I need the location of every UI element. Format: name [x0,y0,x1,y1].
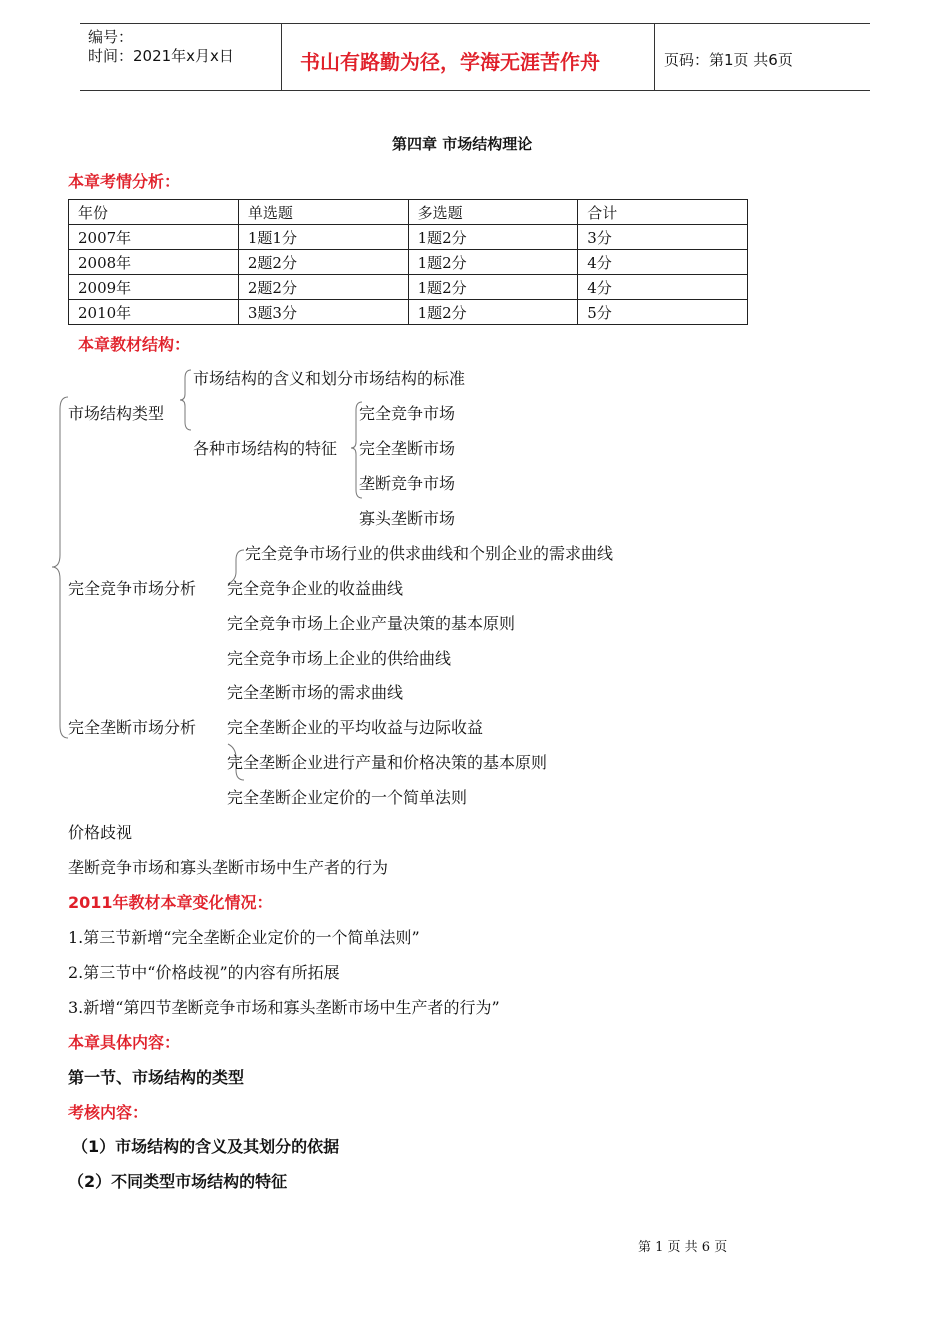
table-header-cell: 年份 [69,200,239,225]
monopoly-item-1: 完全垄断市场的需求曲线 [227,683,404,702]
table-cell: 2007年 [69,225,239,250]
structure-type-label: 市场结构类型 [68,404,165,423]
header-divider-right [654,23,655,90]
header-top-rule [80,23,870,24]
table-row [69,250,748,275]
change-item-3: 3.新增“第四节垄断竞争市场和寡头垄断市场中生产者的行为” [68,998,500,1017]
monopoly-item-2: 完全垄断企业的平均收益与边际收益 [227,718,484,737]
change-item-1: 1.第三节新增“完全垄断企业定价的一个简单法则” [68,928,420,947]
page-footer: 第 1 页 共 6 页 [638,1240,728,1255]
structure-market-2: 完全垄断市场 [359,439,456,458]
table-cell: 2题2分 [238,250,408,275]
header-time-label: 时间：2021年x月x日 [88,47,234,65]
table-cell: 1题1分 [238,225,408,250]
monopoly-item-3: 完全垄断企业进行产量和价格决策的基本原则 [227,753,548,772]
type-brace-icon [179,368,193,432]
competition-item-1: 完全竞争市场行业的供求曲线和个别企业的需求曲线 [245,544,614,563]
header-divider-left [281,23,282,90]
table-row [69,225,748,250]
competition-label: 完全竞争市场分析 [68,579,197,598]
exam-point-2: （2）不同类型市场结构的特征 [68,1172,288,1191]
structure-market-4: 寡头垄断市场 [359,509,456,528]
table-cell: 1题2分 [408,225,578,250]
table-cell: 2010年 [69,300,239,325]
exam-analysis-heading: 本章考情分析： [68,172,181,191]
changes-heading: 2011年教材本章变化情况： [68,893,273,912]
exam-point-1: （1）市场结构的含义及其划分的依据 [72,1137,340,1156]
header-bottom-rule [80,90,870,91]
table-cell: 4分 [578,250,748,275]
structure-market-3: 垄断竞争市场 [359,474,456,493]
table-cell: 4分 [578,275,748,300]
table-cell: 2题2分 [238,275,408,300]
table-row [69,275,748,300]
structure-type-standard: 市场结构的含义和划分市场结构的标准 [193,369,466,388]
table-header-cell: 单选题 [238,200,408,225]
table-cell: 1题2分 [408,275,578,300]
monopoly-label: 完全垄断市场分析 [68,718,197,737]
structure-features: 各种市场结构的特征 [193,439,338,458]
table-cell: 3分 [578,225,748,250]
monopoly-item-4: 完全垄断企业定价的一个简单法则 [227,788,468,807]
table-row [69,300,748,325]
table-cell: 1题2分 [408,300,578,325]
structure-market-1: 完全竞争市场 [359,404,456,423]
section-title: 第一节、市场结构的类型 [68,1068,245,1087]
oligopoly-behavior: 垄断竞争市场和寡头垄断市场中生产者的行为 [68,858,389,877]
structure-heading: 本章教材结构： [78,335,191,354]
competition-item-2: 完全竞争企业的收益曲线 [227,579,404,598]
header-page-info: 页码：第1页 共6页 [664,51,793,69]
table-cell: 1题2分 [408,250,578,275]
content-heading: 本章具体内容： [68,1033,181,1052]
header-number-label: 编号： [88,28,134,46]
chapter-title: 第四章 市场结构理论 [392,135,533,153]
table-cell: 5分 [578,300,748,325]
table-header-cell: 合计 [578,200,748,225]
table-cell: 2008年 [69,250,239,275]
exam-analysis-table [68,199,748,325]
table-cell: 3题3分 [238,300,408,325]
competition-item-4: 完全竞争市场上企业的供给曲线 [227,649,452,668]
outer-brace-icon [50,395,70,740]
competition-item-3: 完全竞争市场上企业产量决策的基本原则 [227,614,516,633]
change-item-2: 2.第三节中“价格歧视”的内容有所拓展 [68,963,340,982]
table-header-row [69,200,748,225]
table-cell: 2009年 [69,275,239,300]
header-motto: 书山有路勤为径，学海无涯苦作舟 [300,50,600,74]
price-discrimination: 价格歧视 [68,823,133,842]
exam-content-heading: 考核内容： [68,1103,149,1122]
table-header-cell: 多选题 [408,200,578,225]
